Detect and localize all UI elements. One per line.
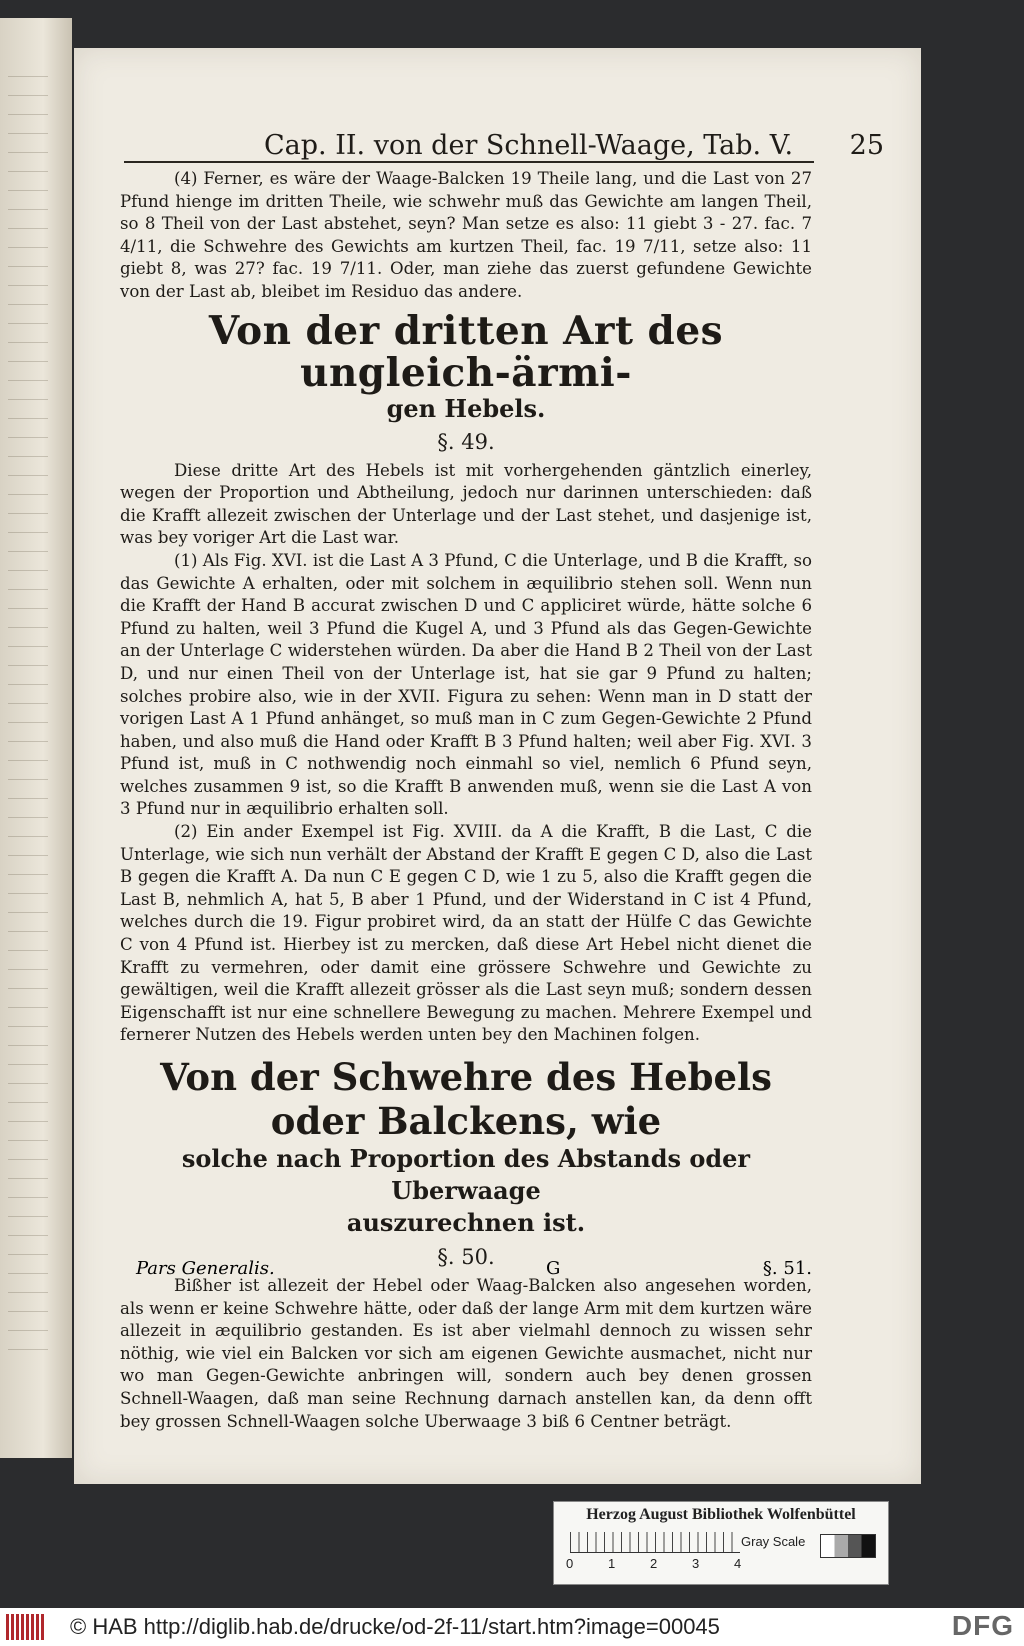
paragraph-49-2: (2) Ein ander Exempel ist Fig. XVIII. da A die Krafft, B die Last, C die Unterlage, wie sich nun verhält der Abstand der Krafft E gegen C D, also die Last B gegen die Krafft A. Da nun C E gegen C D, wie 1 zu 5, also die Krafft gegen die Last B, nehmlich A, hat 5, B aber 1 Pfund, und der Widerstand in C ist 4 Pfund, welches durch die 19. Figur probiret wird, da an statt der Hülfe C das Gewichte C von 4 Pfund ist. Hierbey ist zu mercken, daß diese Art Hebel nicht dienet die Krafft zu vermehren, oder damit eine grössere Schwehre und Gewichte zu gewältigen, weil die Krafft allezeit grösser als die Last seyn muß; sondern dessen Eigenschafft ist nur eine schnellere Bewegung zu machen. Mehrere Exempel und fernerer Nutzen des Hebels werden unten bey den Machinen folgen. [120, 822, 812, 1045]
heading-lever-weight-line1: Von der Schwehre des Hebels oder Balckens, wie [160, 1055, 772, 1143]
ruler-number: 3 [692, 1556, 700, 1571]
left-page-text-lines [8, 58, 48, 1358]
page-number: 25 [849, 130, 884, 161]
page-content [120, 168, 812, 1433]
ruler-number: 2 [650, 1556, 658, 1571]
heading-third-lever-line1: Von der dritten Art des ungleich-ärmi- [208, 307, 724, 396]
header-rule [124, 161, 814, 163]
footer-catchword: §. 51. [762, 1258, 812, 1279]
library-color-scale-label [553, 1501, 889, 1585]
gray-scale-label: Gray Scale [741, 1534, 806, 1549]
ruler-numbers [566, 1556, 746, 1576]
hab-logo-icon [6, 1614, 46, 1640]
library-name: Herzog August Bibliothek Wolfenbüttel [586, 1506, 856, 1523]
section-50: §. 50. [437, 1245, 495, 1269]
section-49: §. 49. [437, 429, 495, 454]
source-url-link[interactable]: © HAB http://diglib.hab.de/drucke/od-2f-11/start.htm?image=00045 [70, 1614, 720, 1639]
footer-signature: G [546, 1258, 561, 1279]
paragraph-49-intro: Diese dritte Art des Hebels ist mit vorhergehenden gäntzlich einerley, wegen der Proportion und Abtheilung, jedoch nur darinnen unterschieden: daß die Krafft allezeit zwischen der Unterlage und der Last stehet, und dasjenige ist, was bey voriger Art die Last war. [120, 460, 812, 548]
ruler-number: 1 [608, 1556, 616, 1571]
book-page [74, 48, 921, 1484]
page-footer [136, 1258, 812, 1284]
header-title: Cap. II. von der Schnell-Waage, Tab. V. [264, 130, 794, 161]
gray-scale-swatch [820, 1534, 876, 1558]
heading-lever-weight-line2: solche nach Proportion des Abstands oder Uberwaage [181, 1144, 751, 1205]
dfg-logo: DFG [951, 1610, 1014, 1641]
ruler-number: 0 [566, 1556, 574, 1571]
ruler-scale [570, 1532, 740, 1553]
viewer-footer-bar [0, 1608, 1024, 1646]
heading-lever-weight-line3: auszurechnen ist. [346, 1208, 586, 1237]
heading-third-lever-line2: gen Hebels. [386, 393, 546, 423]
paragraph-49-1: (1) Als Fig. XVI. ist die Last A 3 Pfund, C die Unterlage, und B die Krafft, so das Gewichte A erhalten, oder mit solchem in æquilibrio stehen soll. Wenn nun die Krafft der Hand B accurat zwischen D und C appliciret würde, hätte solche 6 Pfund zu halten, weil 3 Pfund die Kugel A, und 3 Pfund als das Gegen-Gewichte an der Unterlage C widerstehen würden. Da aber die Hand B 2 Theil von der Last D, und nur einen Theil von der Unterlage ist, hat sie gar 9 Pfund zu halten; solches probire also, wie in der XVII. Figura zu sehen: Wenn man in D statt der vorigen Last A 1 Pfund anhänget, so muß man in C zum Gegen-Gewichte 2 Pfund haben, und also muß die Hand oder Krafft B 3 Pfund halten; weil aber Fig. XVI. 3 Pfund ist, muß in C nothwendig noch einmahl so viel, nemlich 6 Pfund seyn, welches zusammen 9 ist, so die Krafft B anwenden muß, wenn sie die Last A von 3 Pfund nur in æquilibrio erhalten soll. [120, 550, 812, 819]
ruler-number: 4 [734, 1556, 742, 1571]
paragraph-4: (4) Ferner, es wäre der Waage-Balcken 19 Theile lang, und die Last von 27 Pfund hienge im dritten Theile, wie schwehr muß das Gewichte am langen Theil, so 8 Theil von der Last abstehet, seyn? Man setze es also: 11 giebt 3 - 27. fac. 7 4/11, die Schwehre des Gewichts am kurtzen Theil, fac. 19 7/11, setze also: 11 giebt 8, was 27? fac. 19 7/11. Oder, man ziehe das zuerst gefundene Gewichte von der Last ab, bleibet im Residuo das andere. [120, 169, 812, 301]
footer-pars-generalis: Pars Generalis. [136, 1258, 275, 1279]
running-header [264, 130, 884, 164]
left-page-edge [0, 18, 72, 1458]
paragraph-50: Bißher ist allezeit der Hebel oder Waag-Balcken also angesehen worden, als wenn er keine Schwehre hätte, oder daß der lange Arm mit dem kurtzen wäre allezeit in æquilibrio gestanden. Es ist aber vielmahl dennoch zu wissen sehr nöthig, wie viel ein Balcken vor sich am eigenen Gewichte ausmachet, nicht nur wo man Gegen-Gewichte anbringen will, sondern auch bey denen grossen Schnell-Waagen, daß man seine Rechnung darnach anstellen kan, da denn offt bey grossen Schnell-Waagen solche Uberwaage 3 biß 6 Centner beträgt. [120, 1276, 812, 1431]
